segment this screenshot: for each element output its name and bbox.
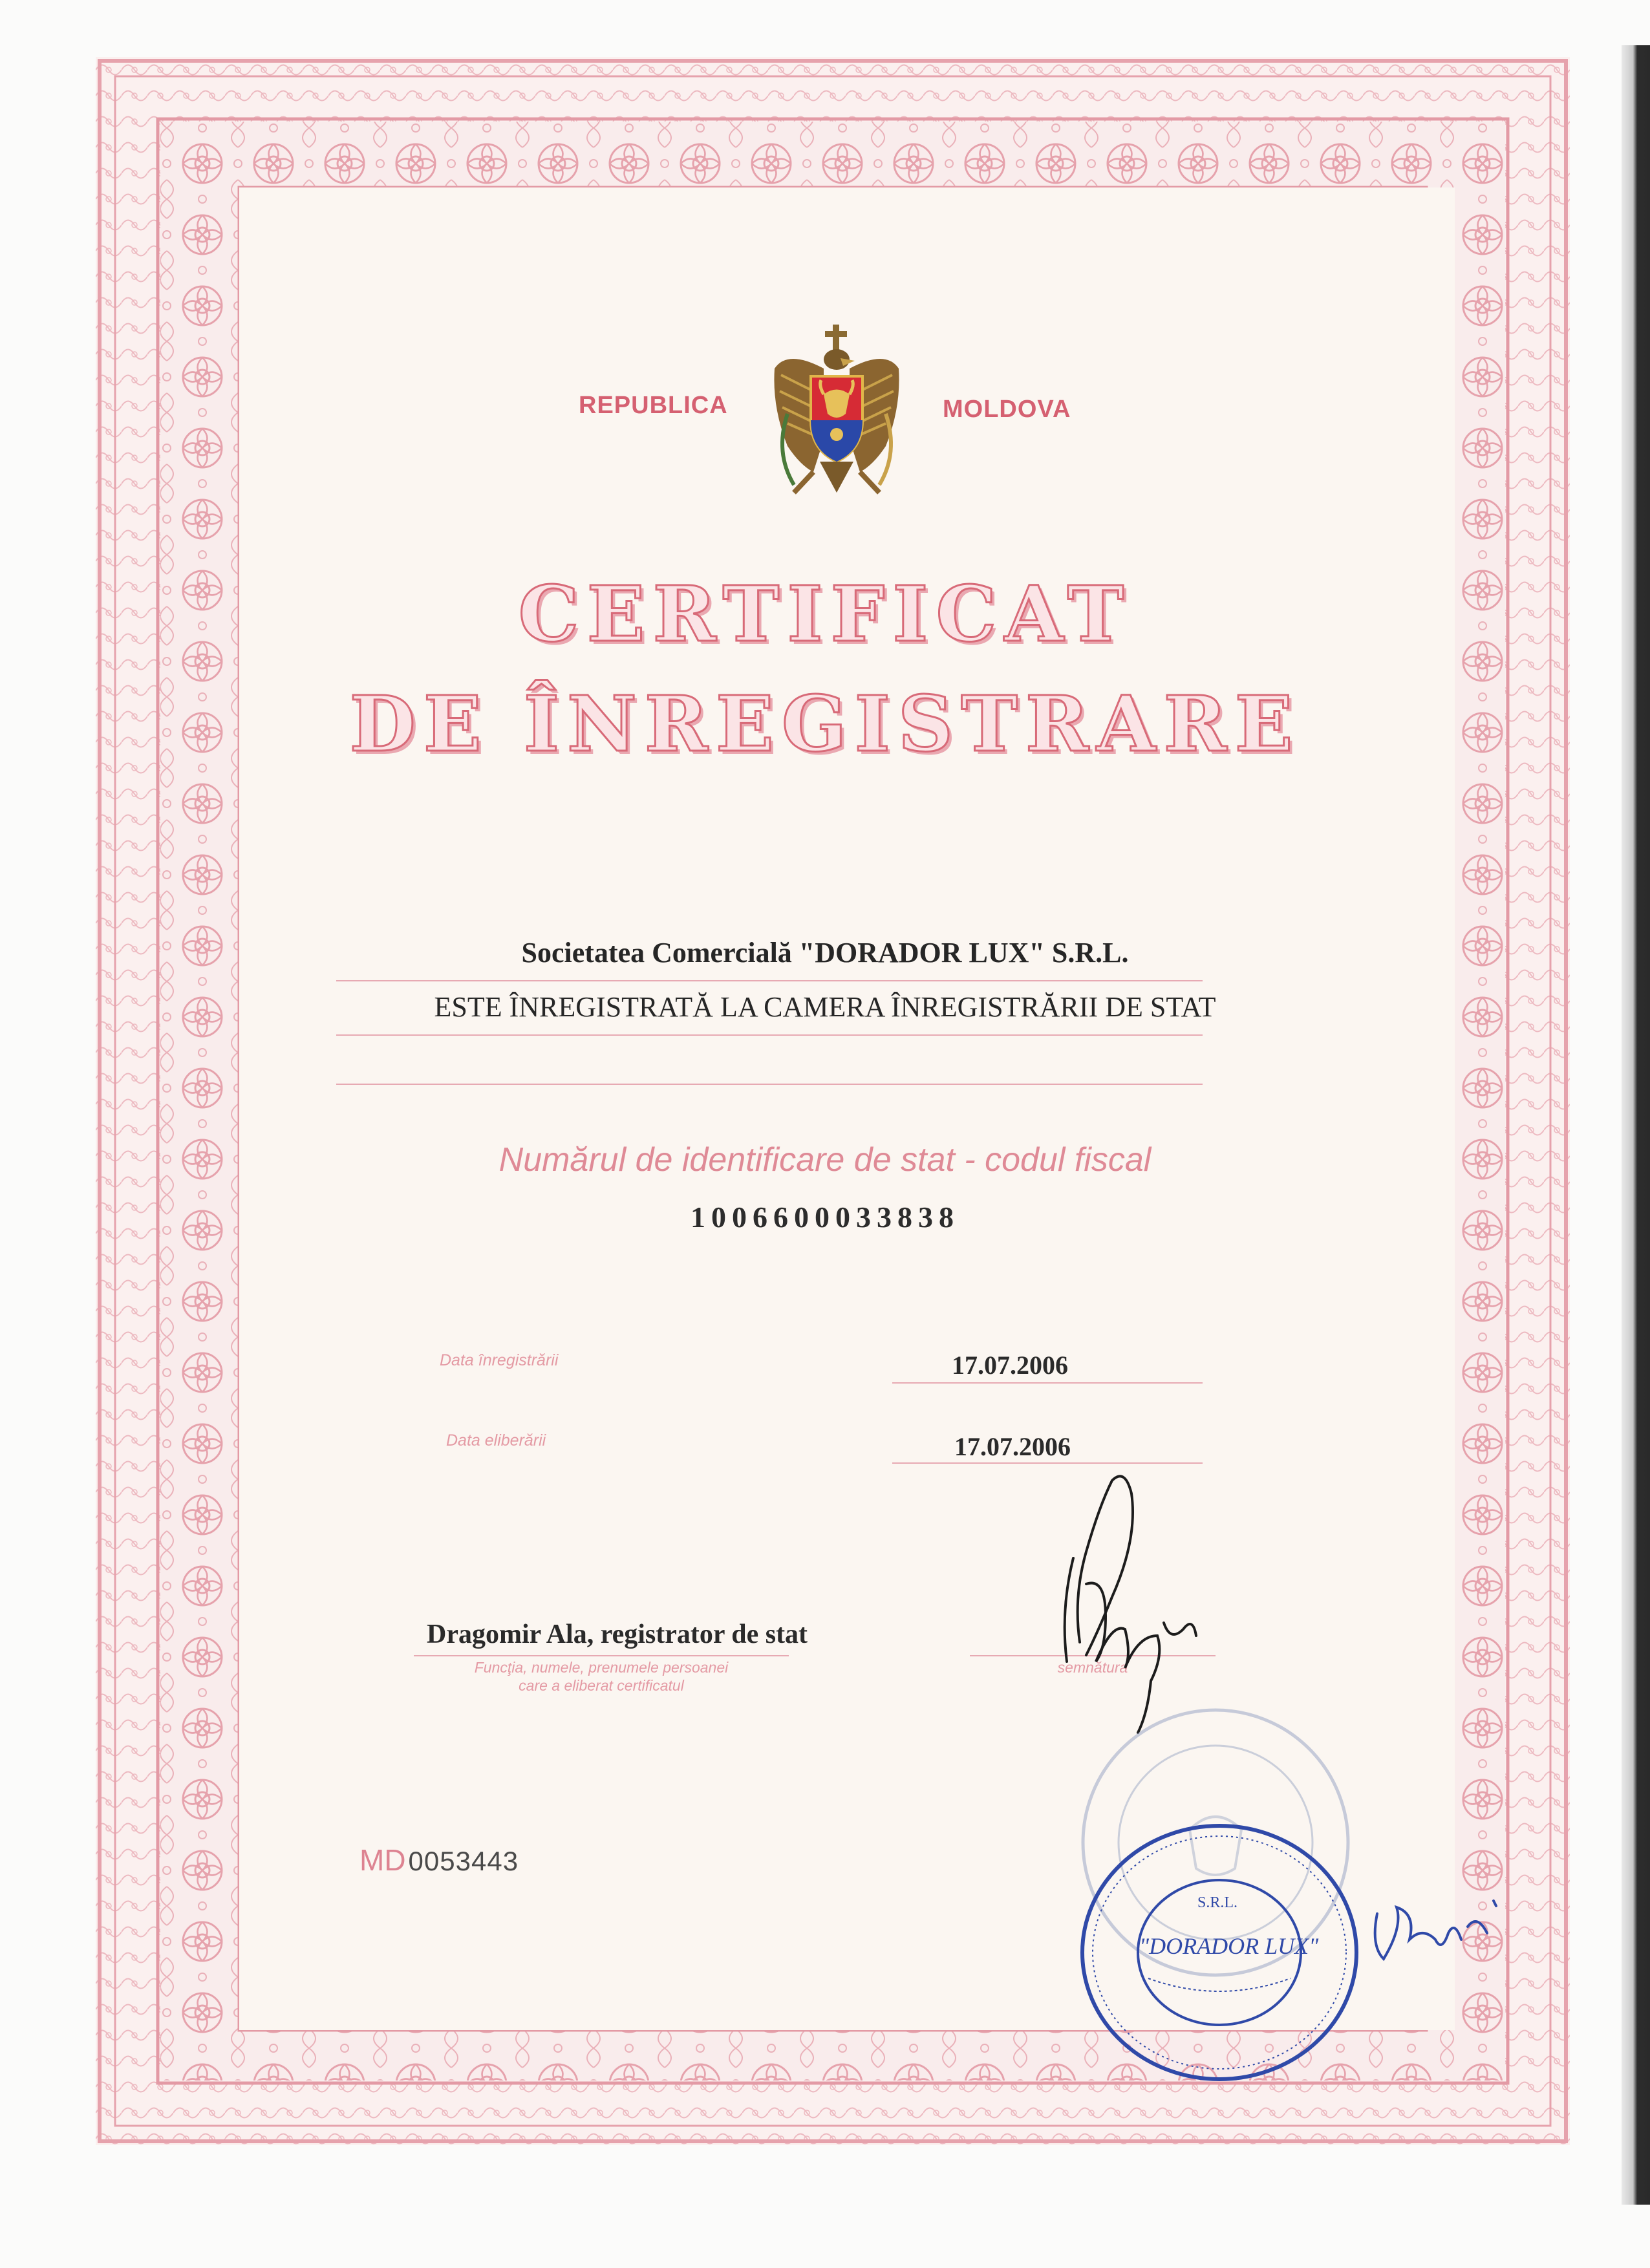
- moldova-coat-of-arms-icon: [768, 323, 905, 498]
- serial-digits: 0053443: [408, 1846, 519, 1876]
- registrar-caption-line2: care a eliberat certificatul: [519, 1677, 684, 1694]
- underline-blank: [336, 1084, 1203, 1085]
- fiscal-code-label: Numărul de identificare de stat - codul fiscal: [498, 1141, 1152, 1179]
- signature-label: semnătura: [1057, 1659, 1128, 1676]
- registrar-name: Dragomir Ala, registrator de stat: [427, 1620, 808, 1649]
- company-stamp: [1071, 1817, 1368, 2088]
- registration-date-label: Data înregistrării: [440, 1351, 559, 1369]
- stamp-form: S.R.L.: [1197, 1894, 1238, 1911]
- stamp-company-name: "DORADOR LUX": [1139, 1933, 1319, 1959]
- registrar-caption-line1: Funcţia, numele, prenumele persoanei: [474, 1659, 729, 1676]
- header-moldova: MOLDOVA: [943, 396, 1071, 423]
- company-name: Societatea Comercială "DORADOR LUX" S.R.L.: [521, 937, 1129, 968]
- scan-edge-shadow: [1622, 45, 1650, 2205]
- serial-number: [359, 1843, 519, 1878]
- header-republica: REPUBLICA: [579, 392, 728, 419]
- serial-prefix: MD: [359, 1843, 406, 1877]
- underline-company: [336, 980, 1203, 981]
- underline-registrar: [414, 1655, 789, 1656]
- fiscal-code-value: 1006600033838: [691, 1201, 959, 1234]
- certificate-title-line2: DE ÎNREGISTRARE: [349, 679, 1301, 769]
- underline-issue-date: [892, 1462, 1203, 1464]
- underline-registration-date: [892, 1382, 1203, 1384]
- issue-date-label: Data eliberării: [446, 1431, 546, 1450]
- stamp-initials-signature: [1364, 1888, 1506, 1972]
- issue-date-value: 17.07.2006: [954, 1432, 1071, 1461]
- certificate-title-line1: CERTIFICAT: [518, 569, 1132, 659]
- registrar-signature: [1034, 1468, 1222, 1739]
- registration-date-value: 17.07.2006: [952, 1351, 1068, 1380]
- registration-statement: ESTE ÎNREGISTRATĂ LA CAMERA ÎNREGISTRĂRII DE STAT: [434, 991, 1216, 1023]
- underline-statement: [336, 1034, 1203, 1036]
